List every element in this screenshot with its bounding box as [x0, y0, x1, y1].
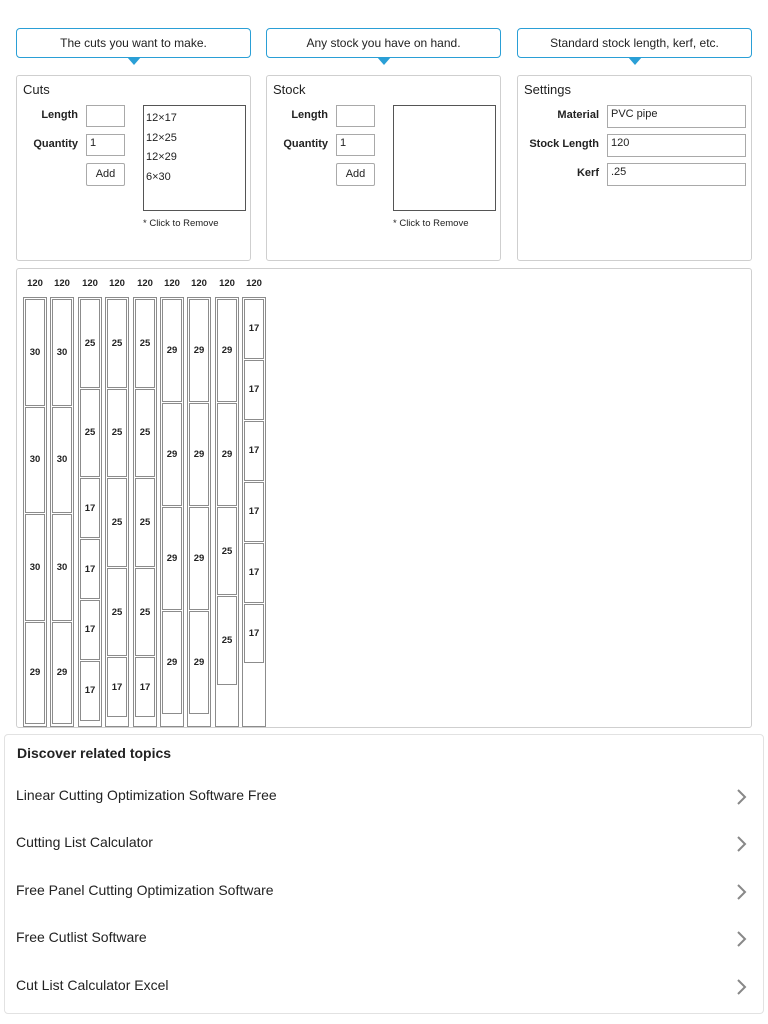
arrow-down-icon [628, 57, 642, 65]
cut-piece: 29 [52, 622, 72, 725]
cut-piece: 30 [52, 299, 72, 406]
cut-piece: 30 [52, 407, 72, 514]
stock-bar [105, 297, 129, 727]
cuts-tooltip [16, 28, 251, 58]
cut-list-item[interactable]: 12×25 [146, 131, 177, 144]
stock-tooltip [266, 28, 501, 58]
cut-piece: 29 [217, 403, 237, 506]
cuts-remove-note: * Click to Remove [143, 218, 219, 229]
settings-tooltip-text: Standard stock length, kerf, etc. [550, 36, 719, 50]
cut-piece: 29 [189, 507, 209, 610]
stock-quantity-input[interactable]: 1 [336, 134, 375, 156]
cut-piece: 30 [52, 514, 72, 621]
stock-bar [133, 297, 157, 727]
cut-piece: 25 [217, 596, 237, 685]
cut-piece: 17 [244, 360, 264, 420]
stock-quantity-label: Quantity [283, 138, 328, 150]
cut-piece: 17 [107, 657, 127, 717]
cut-piece: 25 [80, 389, 100, 478]
stock-tooltip-text: Any stock you have on hand. [306, 36, 461, 50]
cut-piece: 30 [25, 514, 45, 621]
cut-piece: 25 [107, 299, 127, 388]
cuts-quantity-label: Quantity [33, 138, 78, 150]
settings-tooltip [517, 28, 752, 58]
cut-piece: 29 [162, 611, 182, 714]
material-label: Material [557, 109, 599, 121]
arrow-down-icon [377, 57, 391, 65]
cut-piece: 29 [162, 507, 182, 610]
topic-link[interactable] [5, 868, 763, 915]
chevron-right-icon [731, 787, 751, 807]
stock-bar [215, 297, 239, 727]
cut-list-item[interactable]: 12×29 [146, 151, 177, 163]
cut-piece: 25 [135, 568, 155, 657]
topic-link[interactable] [5, 915, 763, 962]
topic-label: Free Panel Cutting Optimization Software [16, 882, 274, 898]
arrow-down-icon [127, 57, 141, 65]
cut-piece: 29 [162, 299, 182, 402]
cut-piece: 30 [25, 299, 45, 406]
stock-bar [187, 297, 211, 727]
cuts-panel-title: Cuts [23, 82, 50, 97]
stock-bar [242, 297, 266, 727]
cut-piece: 17 [244, 421, 264, 481]
discover-title: Discover related topics [17, 745, 172, 761]
stock-length-header: 120 [54, 278, 70, 289]
stock-length-header: 120 [191, 278, 207, 289]
cuts-quantity-input[interactable]: 1 [86, 134, 125, 156]
stock-length-header: 120 [82, 278, 98, 289]
stock-add-button[interactable]: Add [336, 163, 375, 186]
chevron-right-icon [731, 834, 751, 854]
cut-piece: 25 [80, 299, 100, 388]
cut-piece: 30 [25, 407, 45, 514]
topic-link[interactable] [5, 773, 763, 820]
stock-length-header: 120 [219, 278, 235, 289]
stock-bar [50, 297, 74, 727]
topic-label: Linear Cutting Optimization Software Free [16, 787, 277, 803]
cut-piece: 17 [80, 661, 100, 721]
cut-piece: 29 [217, 299, 237, 402]
topic-label: Cut List Calculator Excel [16, 977, 169, 993]
cuts-length-label: Length [41, 109, 78, 121]
stock-length-header: 120 [137, 278, 153, 289]
chevron-right-icon [731, 977, 751, 997]
cut-piece: 29 [25, 622, 45, 725]
chevron-right-icon [731, 882, 751, 902]
cut-piece: 25 [135, 299, 155, 388]
cut-list-item[interactable]: 6×30 [146, 170, 171, 183]
material-input[interactable]: PVC pipe [607, 105, 746, 128]
topic-label: Cutting List Calculator [16, 834, 153, 850]
cut-piece: 25 [107, 389, 127, 478]
kerf-label: Kerf [576, 167, 599, 179]
cut-piece: 17 [244, 543, 264, 603]
cut-piece: 25 [135, 478, 155, 567]
discover-related-topics [4, 734, 764, 1014]
stock-length-setting-input[interactable]: 120 [607, 134, 746, 157]
stock-length-header: 120 [164, 278, 180, 289]
cuts-tooltip-text: The cuts you want to make. [60, 36, 207, 50]
settings-panel [517, 75, 752, 261]
cuts-listbox[interactable] [143, 105, 246, 211]
stock-panel [266, 75, 501, 261]
cut-list-item[interactable]: 12×17 [146, 112, 177, 124]
cut-piece: 29 [189, 403, 209, 506]
stock-length-label: Length [291, 109, 328, 121]
stock-length-header: 120 [246, 278, 262, 289]
stock-length-input[interactable] [336, 105, 375, 127]
cutting-layout [16, 268, 752, 728]
cuts-length-input[interactable] [86, 105, 125, 127]
stock-bar [78, 297, 102, 727]
stock-panel-title: Stock [273, 82, 306, 97]
cut-piece: 17 [80, 539, 100, 599]
cuts-panel [16, 75, 251, 261]
cut-piece: 29 [189, 299, 209, 402]
cut-piece: 25 [135, 389, 155, 478]
cut-piece: 17 [135, 657, 155, 717]
cut-piece: 29 [189, 611, 209, 714]
stock-length-header: 120 [27, 278, 43, 289]
cut-piece: 17 [244, 482, 264, 542]
topic-label: Free Cutlist Software [16, 929, 147, 945]
topic-link[interactable] [5, 820, 763, 867]
cut-piece: 17 [244, 299, 264, 359]
stock-bar [23, 297, 47, 727]
stock-bar [160, 297, 184, 727]
cuts-add-button[interactable]: Add [86, 163, 125, 186]
cut-piece: 25 [107, 478, 127, 567]
stock-length-header: 120 [109, 278, 125, 289]
cut-piece: 29 [162, 403, 182, 506]
cut-piece: 17 [244, 604, 264, 664]
cut-piece: 25 [107, 568, 127, 657]
cut-piece: 17 [80, 600, 100, 660]
topic-link[interactable] [5, 963, 763, 1010]
stock-remove-note: * Click to Remove [393, 218, 469, 229]
stock-listbox[interactable] [393, 105, 496, 211]
kerf-input[interactable]: .25 [607, 163, 746, 186]
settings-panel-title: Settings [524, 82, 571, 97]
stock-length-setting-label: Stock Length [529, 138, 599, 150]
chevron-right-icon [731, 929, 751, 949]
cut-piece: 25 [217, 507, 237, 596]
cut-piece: 17 [80, 478, 100, 538]
